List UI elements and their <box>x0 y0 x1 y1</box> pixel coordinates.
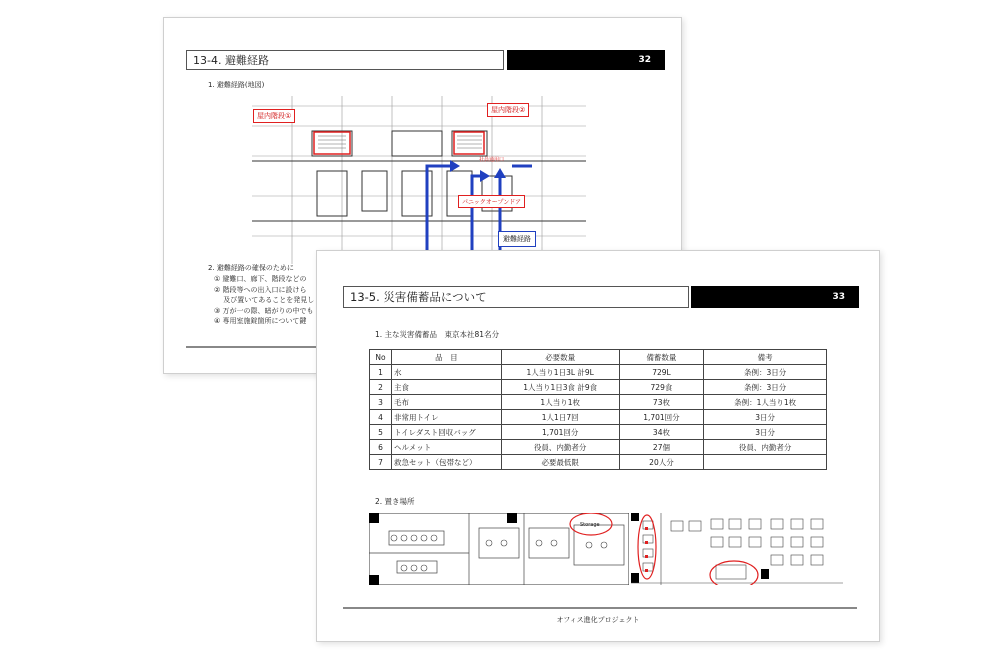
stair1-label: 屋内階段① <box>253 109 295 123</box>
cell-item: 非常用トイレ <box>391 410 501 425</box>
col-header-item: 品 目 <box>391 350 501 365</box>
cell-stock: 34枚 <box>619 425 704 440</box>
cell-item: トイレダスト回収バッグ <box>391 425 501 440</box>
section-heading-location: 2. 置き場所 <box>375 497 415 506</box>
cell-no: 2 <box>370 380 392 395</box>
page-number-bar <box>507 50 665 70</box>
cell-required: 1人当り1日3L 計9L <box>501 365 619 380</box>
cell-notes: 3日分 <box>704 425 827 440</box>
cell-notes: 条例：1人当り1枚 <box>704 395 827 410</box>
cell-item: 救急セット（包帯など） <box>391 455 501 470</box>
cell-stock: 729食 <box>619 380 704 395</box>
cell-required: 役員、内勤者分 <box>501 440 619 455</box>
cell-required: 必要最低限 <box>501 455 619 470</box>
cell-no: 4 <box>370 410 392 425</box>
cell-stock: 20人分 <box>619 455 704 470</box>
cell-no: 5 <box>370 425 392 440</box>
cell-no: 1 <box>370 365 392 380</box>
cell-item: ヘルメット <box>391 440 501 455</box>
section-heading-stockpile: 1. 主な災害備蓄品 東京本社81名分 <box>375 330 500 339</box>
cell-stock: 729L <box>619 365 704 380</box>
staff-entrance-label: 社員通用口 <box>479 157 505 163</box>
page-number-bar <box>691 286 859 308</box>
table-row <box>370 440 827 455</box>
page-number: 33 <box>832 292 845 302</box>
table-row <box>370 455 827 470</box>
table-row <box>370 395 827 410</box>
list-item: ④ 専用室施錠箇所について鍵 <box>214 317 307 325</box>
cell-notes: 条例：3日分 <box>704 380 827 395</box>
cell-item: 水 <box>391 365 501 380</box>
cell-required: 1,701回分 <box>501 425 619 440</box>
table-row <box>370 410 827 425</box>
cell-notes: 条例：3日分 <box>704 365 827 380</box>
table-header-row <box>370 350 827 365</box>
section-heading-securing: 2. 避難経路の確保のために <box>208 264 294 272</box>
cell-item: 主食 <box>391 380 501 395</box>
page-number: 32 <box>638 55 651 65</box>
cell-notes <box>704 455 827 470</box>
storage-floor-plan-left <box>369 513 629 585</box>
stockpile-table <box>369 349 827 470</box>
col-header-stock: 備蓄数量 <box>619 350 704 365</box>
table-row <box>370 365 827 380</box>
col-header-required: 必要数量 <box>501 350 619 365</box>
storage-label: Storage <box>580 522 600 528</box>
bottom-rule <box>343 607 857 609</box>
slide-title-box <box>343 286 689 308</box>
col-header-notes: 備考 <box>704 350 827 365</box>
list-item: 及び置いてあることを発見し <box>214 296 315 304</box>
table-row <box>370 425 827 440</box>
cell-required: 1人1日7回 <box>501 410 619 425</box>
cell-required: 1人当り1日3食 計9食 <box>501 380 619 395</box>
cell-no: 3 <box>370 395 392 410</box>
cell-stock: 27個 <box>619 440 704 455</box>
panic-door-label: パニックオープンドア <box>458 195 525 208</box>
cell-notes: 役員、内勤者分 <box>704 440 827 455</box>
col-header-no: No <box>370 350 392 365</box>
slide-title: 13-5. 災害備蓄品について <box>350 290 487 304</box>
section-heading-map: 1. 避難経路(地図) <box>208 81 265 89</box>
cell-no: 7 <box>370 455 392 470</box>
list-item: ③ 万が一の際、暗がりの中でも <box>214 306 314 315</box>
stair2-label: 屋内階段② <box>487 103 529 117</box>
evacuation-route-label: 避難経路 <box>498 231 536 247</box>
slide-13-5 <box>316 250 880 642</box>
list-item: ① 避難口、廊下、階段などの <box>214 275 307 283</box>
cell-item: 毛布 <box>391 395 501 410</box>
list-item: ② 階段等への出入口に設けら <box>214 285 307 294</box>
footer-text: オフィス進化プロジェクト <box>556 616 640 624</box>
securing-list <box>214 274 314 327</box>
cell-no: 6 <box>370 440 392 455</box>
cell-notes: 3日分 <box>704 410 827 425</box>
cell-required: 1人当り1枚 <box>501 395 619 410</box>
storage-floor-plan-right <box>631 513 843 585</box>
cell-stock: 1,701回分 <box>619 410 704 425</box>
cell-stock: 73枚 <box>619 395 704 410</box>
slide-title-box <box>186 50 504 70</box>
table-row <box>370 380 827 395</box>
slide-title: 13-4. 避難経路 <box>193 54 269 67</box>
